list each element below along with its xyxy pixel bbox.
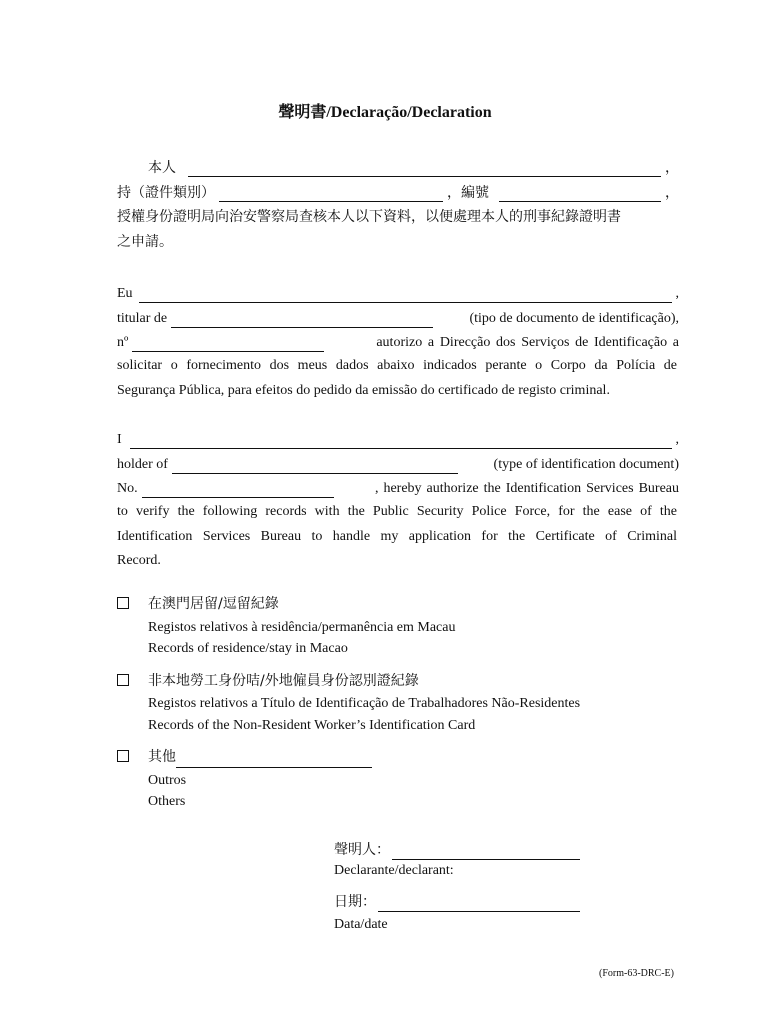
others-label-row bbox=[148, 746, 376, 768]
en-name-field[interactable] bbox=[130, 434, 672, 449]
zh-doctype-field[interactable] bbox=[219, 187, 443, 202]
en-name-line bbox=[117, 431, 679, 449]
zh-name-field[interactable] bbox=[188, 162, 661, 177]
pt-authorization-line-1: solicitar o fornecimento dos meus dados abaixo indicados perante o Corpo da Polícia de bbox=[117, 358, 677, 373]
en-doctype-line bbox=[117, 456, 679, 474]
declarant-signature-line bbox=[334, 840, 584, 860]
pt-name-prefix: Eu bbox=[117, 286, 133, 301]
declarant-label-zh: 聲明人： bbox=[334, 842, 390, 858]
date-line bbox=[334, 892, 584, 912]
en-doctype-suffix: (type of identification document) bbox=[493, 457, 679, 472]
pt-docno-prefix: nº bbox=[117, 335, 129, 350]
nonresident-card-label-en: Records of the Non-Resident Worker’s Identification Card bbox=[148, 718, 476, 733]
en-name-prefix: I bbox=[117, 432, 122, 447]
residence-checkbox[interactable] bbox=[117, 597, 129, 609]
pt-docno-suffix: autorizo a Direcção dos Serviços de Identificação a bbox=[376, 335, 679, 350]
residence-label-zh: 在澳門居留/逗留紀錄 bbox=[148, 596, 279, 612]
en-name-suffix: , bbox=[675, 432, 679, 447]
en-docno-prefix: No. bbox=[117, 481, 138, 496]
zh-authorization-text bbox=[117, 208, 679, 226]
en-authorization-line-2: Identification Services Bureau to handle my application for the Certificate of Criminal bbox=[117, 528, 677, 544]
pt-docno-line bbox=[117, 334, 679, 352]
zh-authorization-line-2: 之申請。 bbox=[117, 234, 173, 250]
declarant-label: Declarante/declarant: bbox=[334, 863, 454, 878]
zh-name-suffix: ， bbox=[665, 160, 679, 176]
zh-docno-prefix: ，編號 bbox=[447, 185, 489, 201]
zh-docno-suffix: ， bbox=[665, 185, 679, 201]
pt-name-suffix: , bbox=[675, 286, 679, 301]
date-field[interactable] bbox=[378, 897, 580, 912]
pt-name-field[interactable] bbox=[139, 288, 672, 303]
pt-authorization-text bbox=[117, 354, 677, 403]
nonresident-card-label-pt: Registos relativos a Título de Identificação de Trabalhadores Não-Residentes bbox=[148, 696, 581, 711]
zh-name-prefix: 本人 bbox=[148, 160, 176, 176]
pt-doctype-field[interactable] bbox=[171, 313, 433, 328]
nonresident-card-label-zh: 非本地勞工身份咭/外地僱員身份認別證紀錄 bbox=[148, 673, 419, 689]
residence-label-en: Records of residence/stay in Macao bbox=[148, 641, 348, 656]
date-label-zh: 日期： bbox=[334, 894, 376, 910]
en-doctype-field[interactable] bbox=[172, 459, 458, 474]
en-docno-suffix: , hereby authorize the Identification Services Bureau bbox=[374, 481, 679, 496]
zh-name-line bbox=[117, 159, 679, 177]
zh-doctype-prefix: 持（證件類別） bbox=[117, 185, 215, 201]
declarant-signature-field[interactable] bbox=[392, 845, 580, 860]
date-label: Data/date bbox=[334, 917, 388, 932]
pt-doctype-suffix: (tipo de documento de identificação), bbox=[469, 311, 679, 326]
form-number: (Form-63-DRC-E) bbox=[599, 968, 674, 979]
pt-name-line bbox=[117, 285, 679, 303]
pt-authorization-line-2: Segurança Pública, para efeitos do pedido da emissão do certificado de registo criminal. bbox=[117, 382, 610, 398]
zh-authorization-line-1: 授權身份證明局向治安警察局查核本人以下資料，以便處理本人的刑事紀錄證明書 bbox=[117, 209, 621, 225]
en-docno-line bbox=[117, 480, 679, 498]
page-title: 聲明書/Declaração/Declaration bbox=[278, 104, 492, 121]
others-field[interactable] bbox=[176, 753, 372, 768]
en-authorization-line-3: Record. bbox=[117, 553, 161, 568]
en-docno-field[interactable] bbox=[142, 483, 334, 498]
en-authorization-line-1: to verify the following records with the Public Security Police Force, for the ease of the bbox=[117, 504, 677, 519]
pt-doctype-line bbox=[117, 310, 679, 328]
pt-docno-field[interactable] bbox=[132, 337, 324, 352]
residence-label-pt: Registos relativos à residência/permanência em Macau bbox=[148, 620, 456, 635]
others-label-zh: 其他 bbox=[148, 749, 176, 765]
others-label-pt: Outros bbox=[148, 773, 187, 788]
others-label-en: Others bbox=[148, 794, 186, 809]
nonresident-card-checkbox[interactable] bbox=[117, 674, 129, 686]
en-authorization-text bbox=[117, 500, 677, 574]
pt-doctype-prefix: titular de bbox=[117, 311, 168, 326]
zh-document-line bbox=[117, 184, 679, 202]
zh-authorization-end bbox=[117, 233, 679, 251]
zh-docno-field[interactable] bbox=[499, 187, 661, 202]
others-checkbox[interactable] bbox=[117, 750, 129, 762]
en-doctype-prefix: holder of bbox=[117, 457, 168, 472]
